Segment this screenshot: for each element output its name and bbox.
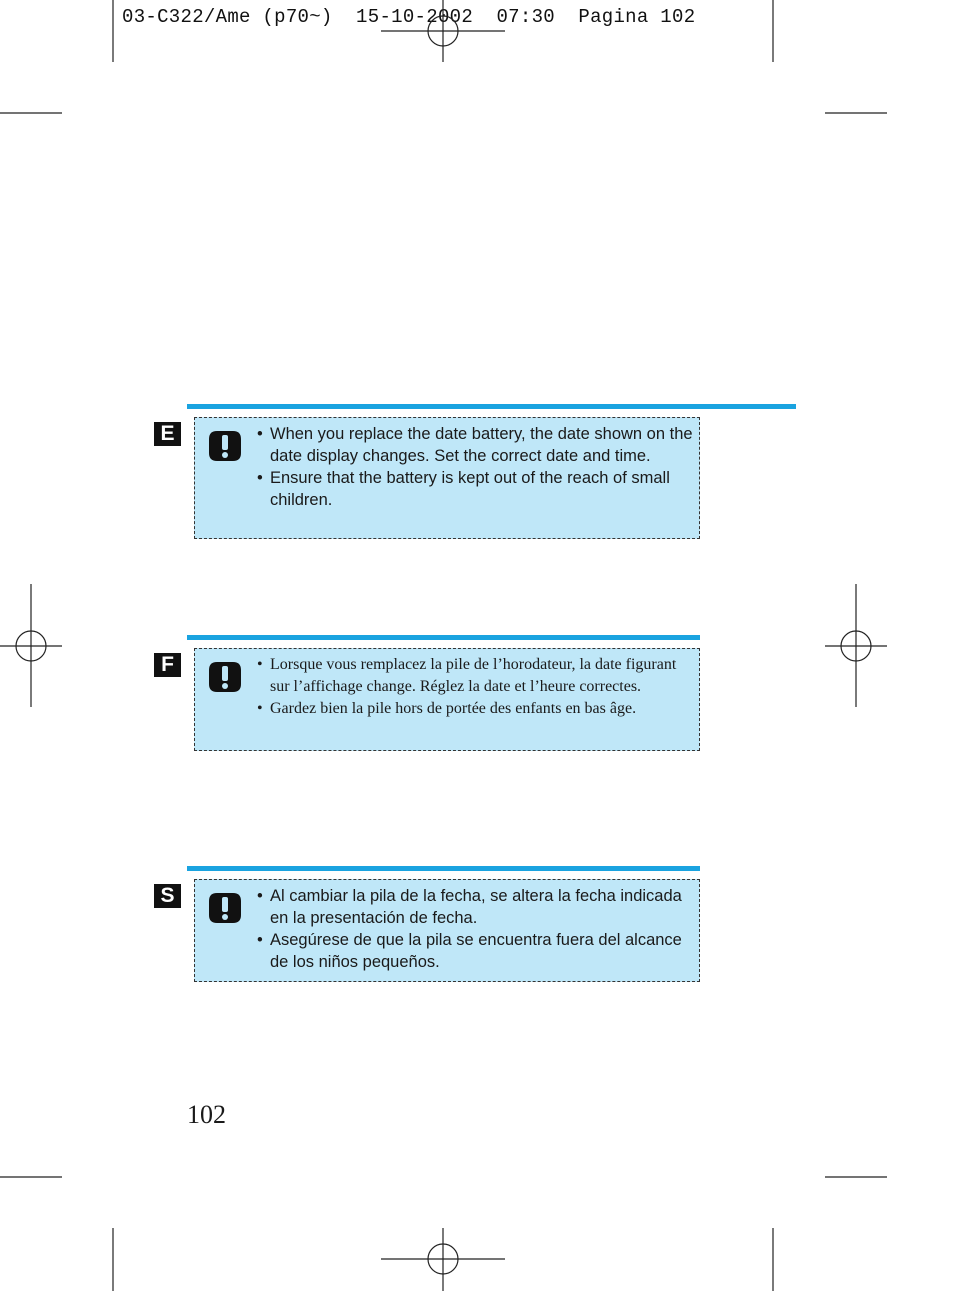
caution-box-spanish [194, 879, 700, 982]
caution-exclamation-icon [208, 892, 242, 924]
caution-note: • Lorsque vous remplacez la pile de l’horodateur, la date figurant sur l’affichage change. Réglez la date et l’heure correctes. [257, 654, 693, 698]
caution-note: • When you replace the date battery, the date shown on the date display changes. Set the correct date and time. [257, 423, 693, 467]
caution-exclamation-icon [208, 661, 242, 693]
section-rule-french [187, 635, 700, 640]
registration-mark-icon [825, 584, 887, 707]
caution-notes-spanish [257, 885, 693, 973]
language-badge-french: F [154, 653, 181, 677]
print-header-slug: 03-C322/Ame (p70~) 15-10-2002 07:30 Pagina 102 [122, 6, 696, 28]
caution-exclamation-icon [208, 430, 242, 462]
caution-note: • Gardez bien la pile hors de portée des enfants en bas âge. [257, 698, 693, 720]
language-badge-spanish: S [154, 884, 181, 908]
caution-note: • Asegúrese de que la pila se encuentra fuera del alcance de los niños pequeños. [257, 929, 693, 973]
language-badge-english: E [154, 422, 181, 446]
caution-note: • Al cambiar la pila de la fecha, se altera la fecha indicada en la presentación de fecha. [257, 885, 693, 929]
caution-notes-french [257, 654, 693, 720]
section-rule-spanish [187, 866, 700, 871]
registration-mark-icon [381, 0, 505, 62]
section-rule-english [187, 404, 796, 409]
registration-mark-icon [0, 584, 62, 707]
page-number: 102 [187, 1100, 226, 1129]
caution-notes-english [257, 423, 693, 511]
registration-mark-icon [381, 1228, 505, 1291]
caution-note: • Ensure that the battery is kept out of the reach of small children. [257, 467, 693, 511]
caution-box-french [194, 648, 700, 751]
caution-box-english [194, 417, 700, 539]
